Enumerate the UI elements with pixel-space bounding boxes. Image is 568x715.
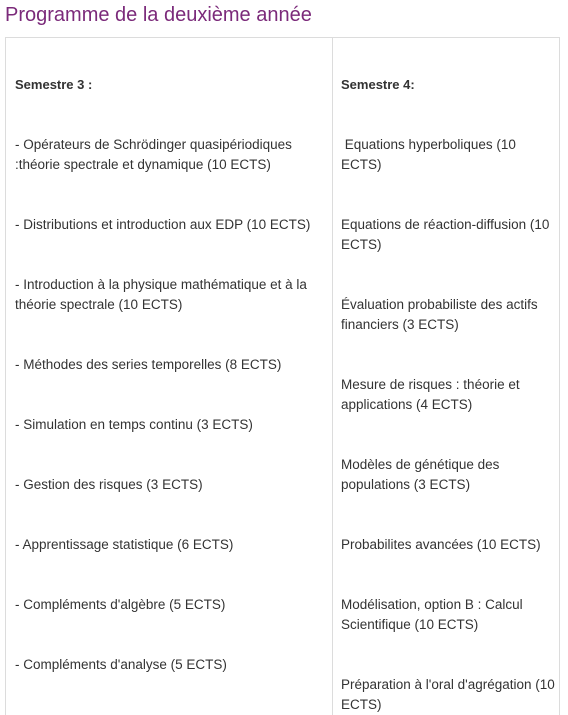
- course-item: Probabilites avancées (10 ECTS): [341, 537, 541, 552]
- course-item: - Apprentissage statistique (6 ECTS): [15, 537, 234, 552]
- course-item: - Compléments d'analyse (5 ECTS): [15, 657, 227, 672]
- course-item: Modèles de génétique des populations (3 ECTS): [341, 457, 500, 492]
- course-item: Equations hyperboliques (10 ECTS): [341, 137, 520, 172]
- course-item: Évaluation probabiliste des actifs financiers (3 ECTS): [341, 297, 538, 332]
- course-item: Equations de réaction-diffusion (10 ECTS): [341, 217, 550, 252]
- course-item: Préparation à l'oral d'agrégation (10 ECTS): [341, 677, 555, 712]
- course-item: - Distributions et introduction aux EDP (10 ECTS): [15, 217, 311, 232]
- course-item: Modélisation, option B : Calcul Scientifique (10 ECTS): [341, 597, 523, 632]
- page-title: Programme de la deuxième année: [5, 4, 312, 26]
- course-item: - Compléments d'algèbre (5 ECTS): [15, 597, 226, 612]
- semestre-4-header: Semestre 4:: [341, 77, 415, 92]
- course-item: - Méthodes des series temporelles (8 ECTS): [15, 357, 282, 372]
- course-item: - Introduction à la physique mathématique et à la théorie spectrale (10 ECTS): [15, 277, 307, 312]
- program-table: [5, 37, 560, 715]
- course-item: - Gestion des risques (3 ECTS): [15, 477, 203, 492]
- course-item: - Simulation en temps continu (3 ECTS): [15, 417, 253, 432]
- course-item: - Opérateurs de Schrödinger quasipériodiques :théorie spectrale et dynamique (10 ECTS): [15, 137, 292, 172]
- course-item: Mesure de risques : théorie et applications (4 ECTS): [341, 377, 520, 412]
- semestre-3-column: [6, 38, 333, 715]
- semestre-4-column: [333, 38, 559, 715]
- semestre-3-header: Semestre 3 :: [15, 77, 93, 92]
